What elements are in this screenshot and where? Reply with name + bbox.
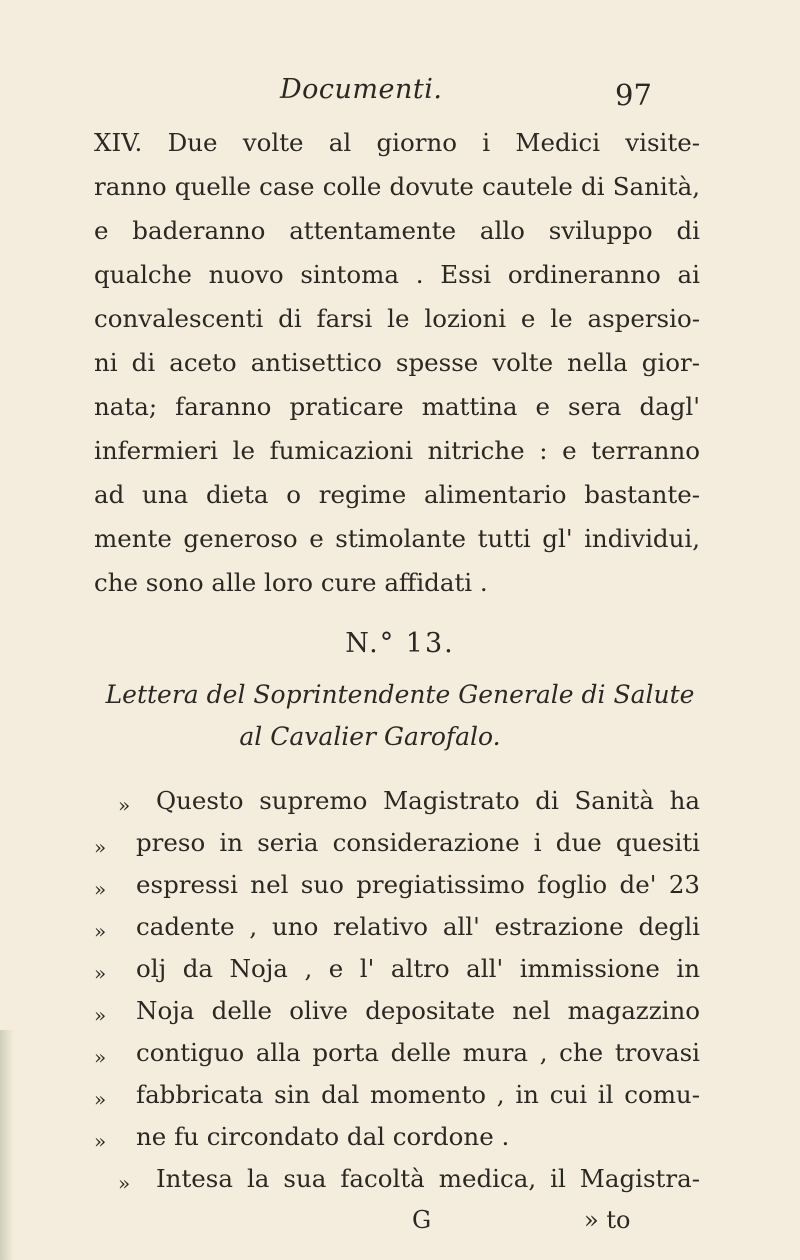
page-edge-stain <box>0 1030 14 1260</box>
quote-mark: » <box>94 1087 107 1111</box>
document-heading-line-2: al Cavalier Garofalo. <box>239 722 501 751</box>
signature-mark: G <box>412 1206 432 1234</box>
text-line: nata; faranno praticare mattina e sera dagl' <box>94 392 700 421</box>
text-line: infermieri le fumicazioni nitriche : e terranno <box>94 436 700 465</box>
letter-line: Intesa la sua facoltà medica, il Magistra- <box>156 1164 700 1193</box>
page-header <box>0 74 800 114</box>
text-line: convalescenti di farsi le lozioni e le aspersio- <box>94 304 700 333</box>
quote-mark: » <box>94 961 107 985</box>
text-line: qualche nuovo sintoma . Essi ordineranno ai <box>94 260 700 289</box>
quote-mark: » <box>94 1003 107 1027</box>
text-line: XIV. Due volte al giorno i Medici visite- <box>94 128 700 157</box>
letter-line: cadente , uno relativo all' estrazione degli <box>136 912 700 941</box>
letter-line: ne fu circondato dal cordone . <box>136 1122 510 1151</box>
text-line: ad una dieta o regime alimentario bastante- <box>94 480 700 509</box>
running-title: Documenti. <box>280 74 443 105</box>
text-line: mente generoso e stimolante tutti gl' individui, <box>94 524 700 553</box>
quote-mark: » <box>118 793 131 817</box>
letter-line: Questo supremo Magistrato di Sanità ha <box>156 786 700 815</box>
catchword: » to <box>584 1206 631 1234</box>
quote-mark: » <box>94 835 107 859</box>
document-heading-line-1: Lettera del Soprintendente Generale di Salute <box>105 680 695 709</box>
letter-line: olj da Noja , e l' altro all' immissione in <box>136 954 700 983</box>
quote-mark: » <box>118 1171 131 1195</box>
letter-line: fabbricata sin dal momento , in cui il comu- <box>136 1080 700 1109</box>
quote-mark: » <box>94 1045 107 1069</box>
quote-mark: » <box>94 877 107 901</box>
text-line: ni di aceto antisettico spesse volte nella gior- <box>94 348 700 377</box>
quote-mark: » <box>94 919 107 943</box>
document-number: N.° 13. <box>345 628 455 659</box>
letter-line: preso in seria considerazione i due quesiti <box>136 828 700 857</box>
quote-mark: » <box>94 1129 107 1153</box>
letter-line: Noja delle olive depositate nel magazzino <box>136 996 700 1025</box>
text-line: che sono alle loro cure affidati . <box>94 568 488 597</box>
page-number: 97 <box>615 78 652 112</box>
letter-line: contiguo alla porta delle mura , che trovasi <box>136 1038 700 1067</box>
text-line: ranno quelle case colle dovute cautele di Sanità, <box>94 172 700 201</box>
letter-line: espressi nel suo pregiatissimo foglio de' 23 <box>136 870 700 899</box>
text-line: e baderanno attentamente allo sviluppo di <box>94 216 700 245</box>
